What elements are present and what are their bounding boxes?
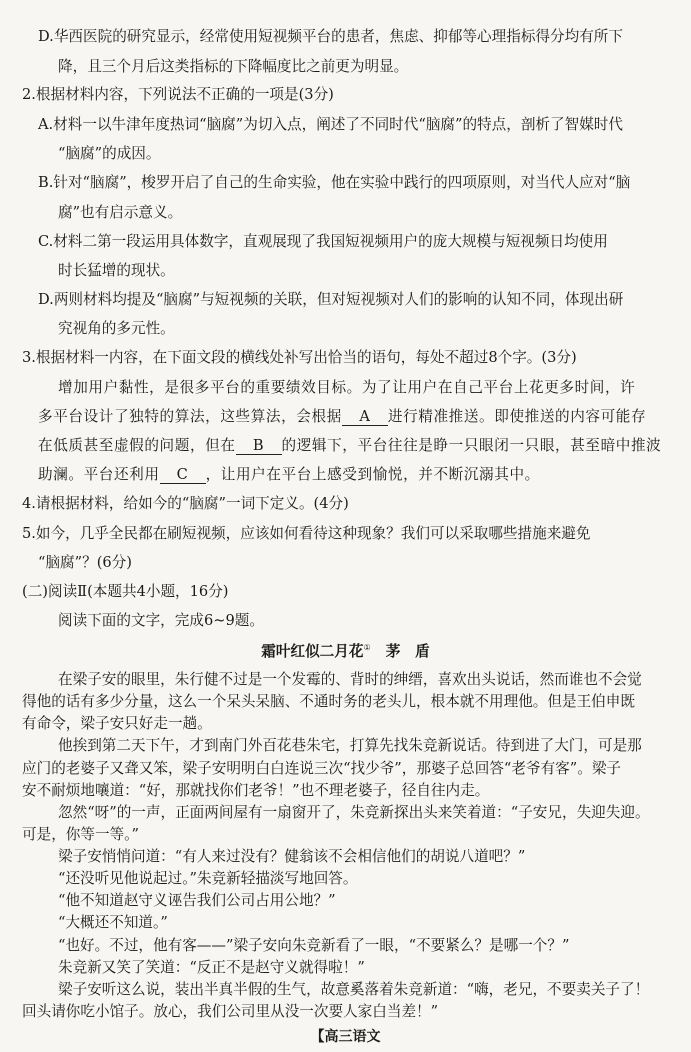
q1-option-d-line2: 降，且三个月后这类指标的下降幅度比之前更为明显。 (58, 58, 409, 75)
passage-line: 应门的老婆子又聋又笨，梁子安明明白白连说三次“找少爷”，那婆子总回答“老爷有客”。梁子 (22, 760, 622, 777)
passage-line: 他挨到第二天下午，才到南门外百花巷朱宅，打算先找朱竞新说话。待到进了大门，可是那 (58, 737, 642, 754)
passage-line: “还没听见他说起过。”朱竞新轻描淡写地回答。 (58, 870, 358, 887)
q3-passage-line1: 增加用户黏性，是很多平台的重要绩效目标。为了让用户在自己平台上花更多时间，许 (58, 379, 636, 396)
q3-passage-text: 助澜。平台还利用 (38, 466, 160, 483)
passage-line: 在梁子安的眼里，朱行健不过是一个发霉的、背时的绅缙，喜欢出头说话，然而谁也不会觉 (58, 671, 642, 688)
q2-option-d-line1: D.两则材料均提及“脑腐”与短视频的关联，但对短视频对人们的影响的认知不同，体现出研 (38, 291, 624, 308)
q2-stem: 2.根据材料内容，下列说法不正确的一项是(3分) (22, 86, 334, 103)
q2-option-c-line2: 时长猛增的现状。 (58, 262, 175, 279)
passage-line: 忽然“呀”的一声，正面两间屋有一扇窗开了，朱竞新探出头来笑着道：“子安兄，失迎失迎。 (58, 804, 650, 821)
q2-option-d-line2: 究视角的多元性。 (58, 320, 175, 337)
passage-line: 可是，你等一等。” (22, 826, 139, 843)
reading2-instruction: 阅读下面的文字，完成6~9题。 (58, 612, 264, 629)
q3-passage-text: 的逻辑下，平台往往是睁一只眼闭一只眼，甚至暗中推波 (281, 437, 662, 454)
q3-passage-text: ，让用户在平台上感受到愉悦，并不断沉溺其中。 (205, 466, 540, 483)
q2-option-b-line2: 腐”也有启示意义。 (58, 204, 183, 221)
passage-author: 茅 盾 (385, 643, 430, 660)
reading2-header: (二)阅读Ⅱ(本题共4小题，16分) (22, 583, 229, 600)
q5-line2: “脑腐”？(6分) (38, 554, 132, 571)
q2-option-c-line1: C.材料二第一段运用具体数字，直观展现了我国短视频用户的庞大规模与短视频日均使用 (38, 233, 608, 250)
passage-line: 梁子安听这么说，装出半真半假的生气，故意奚落着朱竞新道：“嗨，老兄，不要卖关子了！ (58, 981, 650, 998)
q3-passage-text: 在低质甚至虚假的问题，但在 (38, 437, 236, 454)
passage-title (0, 644, 691, 660)
blank-b: B (236, 439, 282, 455)
passage-line: “大概还不知道。” (58, 914, 168, 931)
blank-c: C (160, 468, 206, 484)
passage-line: “也好。不过，他有客——”梁子安向朱竞新看了一眼，“不要紧么？是哪一个？” (58, 937, 570, 954)
blank-a: A (342, 410, 388, 426)
q4-stem: 4.请根据材料，给如今的“脑腐”一词下定义。(4分) (22, 495, 349, 512)
q3-passage-line4 (38, 468, 540, 484)
passage-line: 回头请你吃小馆子。放心，我们公司里从没一次要人家白当差！” (22, 1003, 439, 1020)
footnote-marker: ① (363, 643, 371, 652)
passage-title-text: 霜叶红似二月花 (261, 643, 364, 660)
q3-stem: 3.根据材料一内容，在下面文段的横线处补写出恰当的语句，每处不超过8个字。(3分) (22, 349, 577, 366)
page-footer: 【高三语文 (310, 1029, 381, 1045)
passage-line: 安不耐烦地嚷道：“好，那就找你们老爷！”也不理老婆子，径自往内走。 (22, 782, 490, 799)
q2-option-a-line1: A.材料一以牛津年度热词“脑腐”为切入点，阐述了不同时代“脑腐”的特点，剖析了智媒时代 (38, 116, 623, 133)
passage-line: 梁子安悄悄问道：“有人来过没有？健翁该不会相信他们的胡说八道吧？” (58, 848, 526, 865)
passage-line: “他不知道赵守义诬告我们公司占用公地？” (58, 892, 336, 909)
q5-line1: 5.如今，几乎全民都在刷短视频，应该如何看待这种现象？我们可以采取哪些措施来避免 (22, 525, 591, 542)
q3-passage-line2 (38, 410, 646, 426)
q2-option-b-line1: B.针对“脑腐”，梭罗开启了自己的生命实验，他在实验中践行的四项原则，对当代人应对“脑 (38, 174, 631, 191)
q1-option-d-line1: D.华西医院的研究显示，经常使用短视频平台的患者，焦虑、抑郁等心理指标得分均有所下 (38, 28, 623, 45)
passage-line: 得他的话有多少分量，这么一个呆头呆脑、不通时务的老头儿，根本就不用理他。但是王伯申既 (22, 693, 635, 710)
passage-line: 有命令，梁子安只好走一趟。 (22, 715, 212, 732)
q3-passage-text: 多平台设计了独特的算法，这些算法，会根据 (38, 408, 342, 425)
q2-option-a-line2: “脑腐”的成因。 (58, 145, 161, 162)
passage-line: 朱竞新又笑了笑道：“反正不是赵守义就得啦！” (58, 959, 365, 976)
q3-passage-line3 (38, 439, 661, 455)
q3-passage-text: 进行精准推送。即使推送的内容可能存 (387, 408, 647, 425)
